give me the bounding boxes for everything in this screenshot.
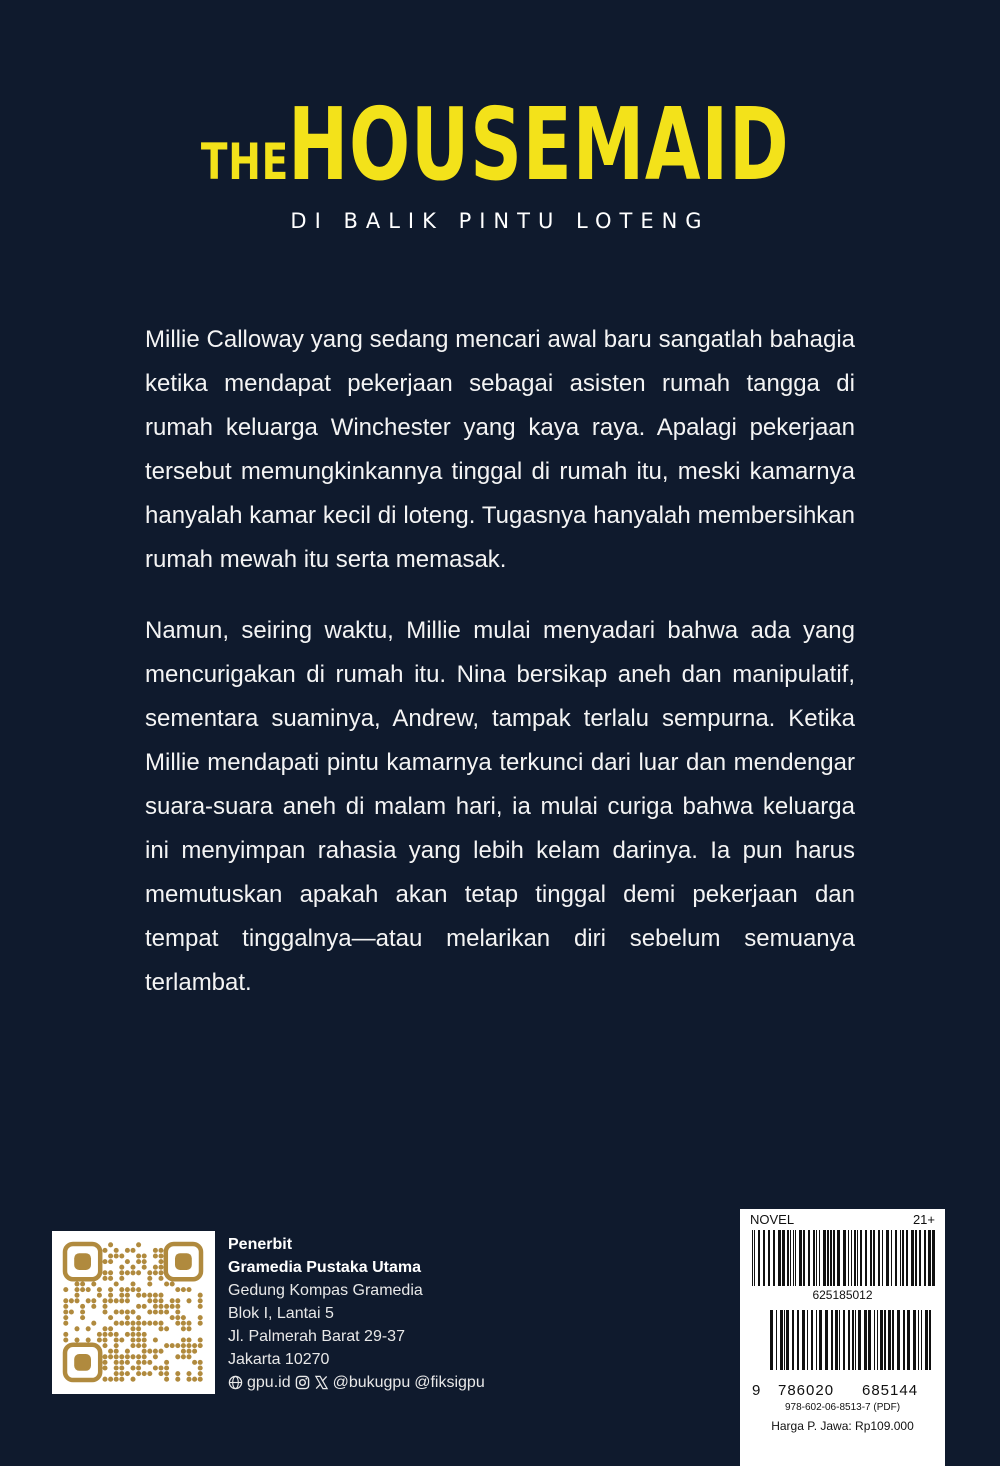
publisher-info (228, 1233, 485, 1394)
x-icon (314, 1375, 329, 1390)
barcode-panel (740, 1209, 945, 1466)
qr-code-graphic (52, 1231, 215, 1394)
barcode-2 (740, 1310, 945, 1370)
publisher-address-1: Gedung Kompas Gramedia (228, 1282, 423, 1299)
publisher-address-2: Blok I, Lantai 5 (228, 1305, 334, 1322)
publisher-social (228, 1371, 485, 1394)
title-the: THE (200, 133, 290, 191)
social-handle-1[interactable]: @bukugpu (332, 1374, 411, 1391)
publisher-address-4: Jakarta 10270 (228, 1351, 330, 1368)
isbn-group-2: 685144 (862, 1382, 919, 1399)
publisher-label: Penerbit (228, 1236, 293, 1253)
globe-icon (228, 1375, 243, 1390)
price: Harga P. Jawa: Rp109.000 (771, 1419, 914, 1433)
title-block (0, 86, 1000, 233)
isbn-group-1: 786020 (778, 1382, 835, 1399)
blurb-paragraph-1: Millie Calloway yang sedang mencari awal baru sangatlah bahagia ketika mendapat pekerjaan sebagai asisten rumah tangga di rumah keluarga Winchester yang kaya raya. Apalagi pekerjaan tersebut memungkinkannya tinggal di rumah itu, meski kamarnya hanyalah kamar kecil di loteng. Tugasnya hanyalah membersihkan rumah mewah itu serta memasak. (145, 326, 855, 573)
barcode-1 (740, 1230, 945, 1286)
book-title (0, 86, 1000, 203)
category-label: NOVEL (750, 1212, 795, 1227)
barcode-code: 625185012 (812, 1288, 873, 1302)
isbn-lead: 9 (752, 1382, 761, 1399)
title-main: HOUSEMAID (287, 86, 790, 203)
barcode-header (740, 1209, 945, 1227)
instagram-icon (295, 1375, 310, 1390)
publisher-name: Gramedia Pustaka Utama (228, 1259, 421, 1276)
blurb (145, 318, 855, 1032)
blurb-paragraph-2: Namun, seiring waktu, Millie mulai menyadari bahwa ada yang mencurigakan di rumah itu. Nina bersikap aneh dan manipulatif, sementara suaminya, Andrew, tampak terlalu sempurna. Ketika Millie mendapati pintu kamarnya terkunci dari luar dan mendengar suara-suara aneh di malam hari, ia mulai curiga bahwa keluarga ini menyimpan rahasia yang lebih kelam darinya. Ia pun harus memutuskan apakah akan tetap tinggal demi pekerjaan dan tempat tinggalnya—atau melarikan diri sebelum semuanya terlambat. (145, 617, 855, 996)
age-rating: 21+ (912, 1212, 935, 1227)
website-link[interactable]: gpu.id (247, 1374, 291, 1391)
publisher-address-3: Jl. Palmerah Barat 29-37 (228, 1328, 405, 1345)
social-handle-2[interactable]: @fiksigpu (414, 1374, 485, 1391)
isbn-pdf: 978-602-06-8513-7 (PDF) (784, 1402, 901, 1413)
book-subtitle: DI BALIK PINTU LOTENG (290, 209, 710, 233)
qr-code (52, 1231, 215, 1394)
